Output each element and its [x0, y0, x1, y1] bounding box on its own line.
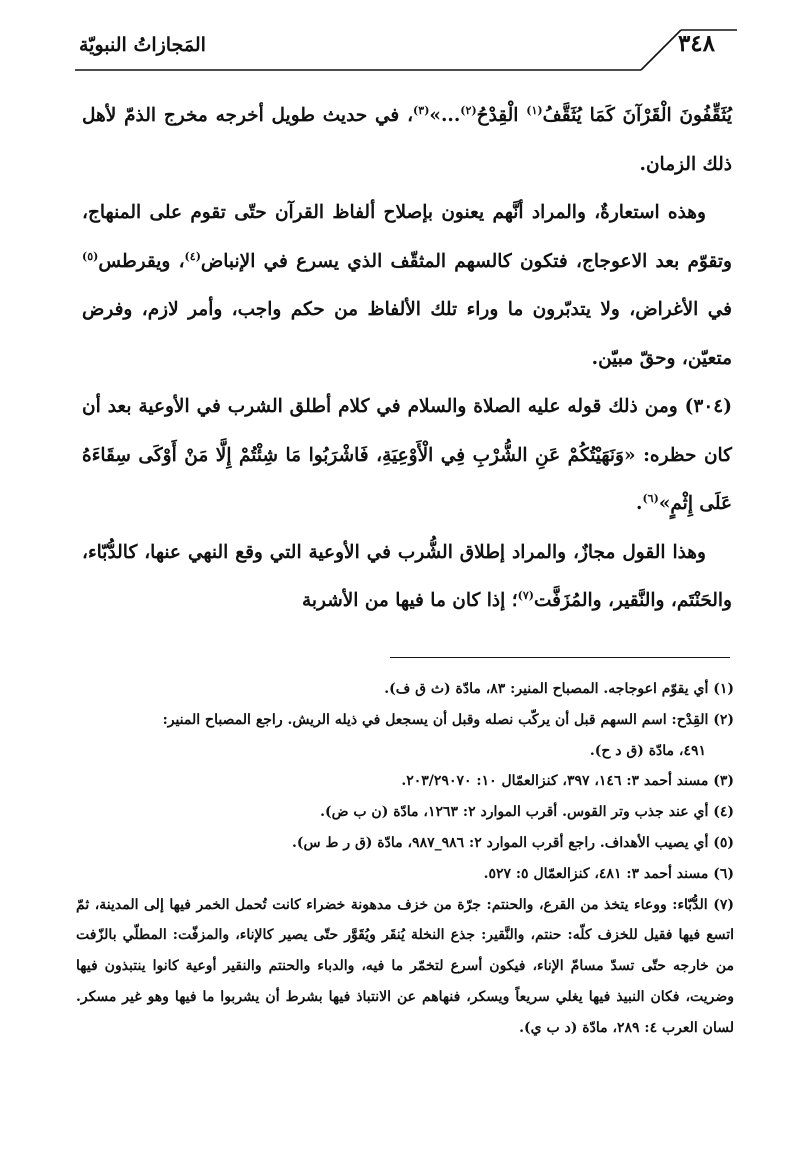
paragraph-2-text-b: ، ويقرطس — [98, 250, 185, 272]
footnote-ref-2: (٢) — [460, 103, 477, 117]
footnote-ref-6: (٦) — [642, 491, 659, 505]
paragraph-4 — [82, 529, 732, 626]
paragraph-3-text-b: » — [658, 493, 671, 514]
footnote-ref-4: (٤) — [184, 249, 201, 263]
footnote-2: (٢) القِدْح: اسم السهم قبل أن يركّب نصله وقبل أن يسجعل في ذيله الريش. راجع المصباح المنير: — [162, 711, 734, 728]
paragraph-2-text-a: وهذه استعارةٌ، والمراد أنَّهم يعنون بإصلاح ألفاظ القرآن حتّى تقوم على المنهاج، وتقوّم بعد الاعوجاج، فتكون كالسهم المثقّف الذي يسرع في الإنباض — [82, 202, 732, 272]
paragraph-1 — [82, 92, 732, 189]
footnote-3: (٣) مسند أحمد ٣: ١٤٦، ٣٩٧، كنزالعمّال ١٠: ٢٠٣/٢٩٠٧٠. — [401, 773, 734, 790]
paragraph-2 — [82, 189, 732, 383]
quote-ellipsis: ...» — [429, 105, 461, 126]
footnote-5: (٥) أي يصيب الأهداف. راجع أقرب الموارد ٢: ٩٨٦_٩٨٧، مادّة (ق ر ط س). — [292, 834, 734, 851]
paragraph-3 — [82, 383, 732, 529]
footnote-6: (٦) مسند أحمد ٣: ٤٨١، كنزالعمّال ٥: ٥٢٧. — [483, 865, 734, 882]
paragraph-2-text-c: في الأغراض، ولا يتدبّرون ما وراء تلك الألفاظ من حكم واجب، وأمر لازم، وفرض متعيّن، وحقّ مبيّن. — [82, 299, 732, 369]
quote-word: الْقِدْحُ — [476, 105, 527, 126]
footnote-2-continued: ٤٩١، مادّة (ق د ح). — [589, 742, 706, 759]
footnote-separator — [390, 657, 730, 658]
running-header — [75, 22, 737, 74]
quote-fragment: يُثَقِّفُونَ الْقَرْآنَ كَمَا يُثَقَّفُ — [542, 105, 732, 126]
footnote-7: (٧) الدُّبّاء: ووعاء يتخذ من القرع، والحنتم: جرّة من خزف مدهونة خضراء كانت تُحمل الخمر فيها إلى المدينة، ثمّ اتسع فيها فقيل للخزف كلّه: حنتم، والنَّقير: جذع النخلة يُنقَر ويُقَوَّر حتّى يصير كالإناء، والمزفّت: المطلّي بالزّفت من خارجه حتّى تسدّ مسامّ الإناء، فيكون أسرع لتخمّر ما فيه، والدباء والحنتم والنقير أوعية كانوا ينتبذون فيها وضريت، فكان النبيذ فيها يغلي سريعاً ويسكر، فنهاهم عن الانتباذ فيها بشرط أن يشربوا ما فيها وهو غير مسكر. لسان العرب ٤: ٢٨٩، مادّة (د ب ي). — [76, 896, 734, 1036]
footnote-ref-7: (٧) — [517, 588, 534, 602]
hadith-quote: وَنَهَيْتُكُمْ عَنِ الشُّرْبِ فِي الْأَوْعِيَةِ، فَاشْرَبُوا مَا شِئْتُمْ إِلَّا مَنْ أَوْكَى سِقَاءَهُ عَلَى إِثْمٍ — [82, 444, 732, 514]
footnote-4: (٤) أي عند جذب وتر القوس. أقرب الموارد ٢: ١٢٦٣، مادّة (ن ب ض). — [320, 804, 734, 821]
paragraph-3-text-c: . — [636, 493, 643, 514]
paragraph-1-text: ، في حديث طويل أخرجه مخرج الذمّ لأهل ذلك الزمان. — [82, 105, 732, 175]
footnote-ref-5: (٥) — [82, 249, 99, 263]
hadith-number: (٣٠٤) — [684, 396, 732, 417]
page-number: ٣٤٨ — [677, 30, 715, 57]
paragraph-4-text-a: وهذا القول مجازٌ، والمراد إطلاق الشُّرب في الأوعية التي وقع النهي عنها، كالدُّبّاء، والحَنْتَم، والنَّقير، والمُزَفَّت — [82, 541, 732, 611]
footnote-ref-3: (٣) — [413, 103, 430, 117]
footnote-1: (١) أي يقوّم اعوجاجه. المصباح المنير: ٨٣، مادّة (ث ق ف). — [384, 681, 734, 697]
footnotes — [76, 674, 734, 1044]
paragraph-4-text-b: ؛ إذا كان ما فيها من الأشربة — [301, 590, 518, 611]
paragraph-3-text-a: ومن ذلك قوله عليه الصلاة والسلام في كلام أطلق الشرب في الأوعية بعد أن كان حظره: « — [82, 396, 732, 466]
book-title: المَجازاتُ النبويّة — [79, 34, 206, 56]
main-text — [82, 92, 732, 626]
footnote-ref-1: (١) — [526, 103, 543, 117]
